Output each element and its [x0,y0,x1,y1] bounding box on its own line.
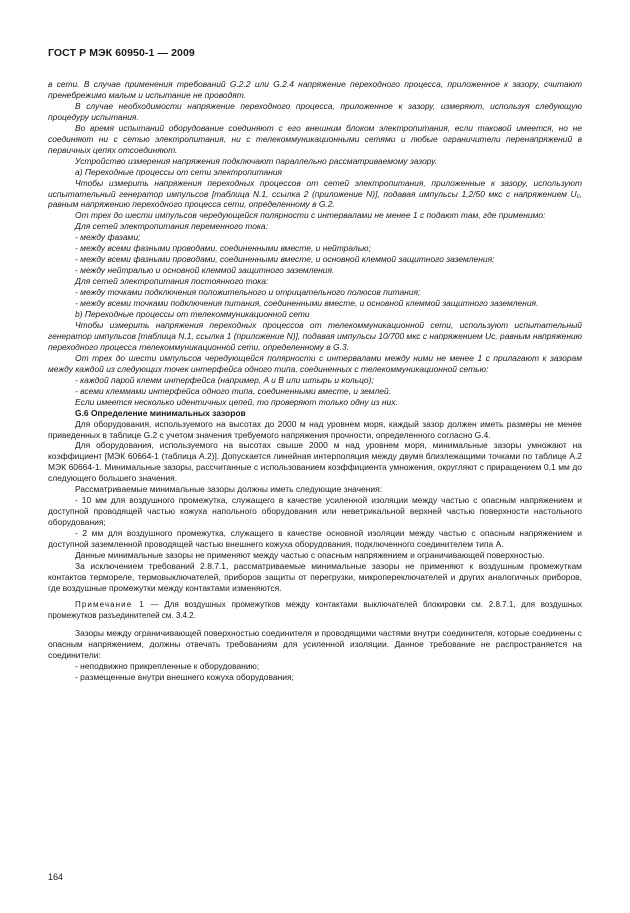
paragraph [48,210,582,221]
paragraph-text: Устройство измерения напряжения подключают параллельно рассматриваемому зазору. [75,155,438,166]
paragraph-text: От трех до шести импульсов чередующейся полярности с интервалами между ними не менее 1 с прилагают к зазорам между каждой из следующих точек интерфейса одного типа, соединенных с телекоммуникационной сетью: [48,352,582,374]
paragraph [48,561,582,594]
paragraph-text: - каждой парой клемм интерфейса (например, A и B или штырь и кольцо); [75,374,374,385]
paragraph-text: От трех до шести импульсов чередующейся полярности с интервалами не менее 1 с подают там, где применимо: [75,210,546,221]
paragraph [48,243,582,254]
paragraph-text: Если имеется несколько идентичных цепей, то проверяют только одну из них. [75,396,398,407]
paragraph [48,528,582,550]
paragraph-text: В случае необходимости напряжение переходного процесса, приложенное к зазору, измеряют, используя следующую процедуру испытания. [48,100,582,122]
paragraph [48,276,582,287]
paragraph [48,309,582,320]
paragraph-text: - всеми клеммами интерфейса одного типа, соединенными вместе, и землей. [75,385,391,396]
paragraph-text: - между всеми точками подключения питания, соединенными вместе, и основной клеммой защитного заземления. [75,298,539,309]
paragraph [48,661,582,672]
paragraph-text: - между нейтралью и основной клеммой защитного заземления. [75,265,335,276]
paragraph [48,550,582,561]
paragraph [48,440,582,484]
paragraph-text: Для сетей электропитания переменного тока: [75,221,268,232]
paragraph-text: Чтобы измерить напряжения переходных процессов от телекоммуникационной сети, используют испытательный генератор импульсов [таблица N.1, ссылка 1 (приложение N)], подавая импульсы 10/700 мкс с напряжением Uc, равным напряжению переходного процесса телекоммуникационной сети, определенному в G.3. [48,319,582,352]
paragraph-text: - 2 мм для воздушного промежутка, служащего в качестве основной изоляции между частью с опасным напряжением и доступной заземленной проводящей частью внешнего кожуха оборудования, подключенного соединителем типа A. [48,528,582,550]
paragraph [48,101,582,123]
paragraph [48,375,582,386]
paragraph-text: Для оборудования, используемого на высотах до 2000 м над уровнем моря, каждый зазор должен иметь размеры не менее приведенных в таблице G.2 с учетом значения требуемого напряжения прочности, определенного согласно G.4. [48,418,582,440]
paragraph-text: - между фазами; [75,232,141,243]
paragraph [48,353,582,375]
paragraph-text: Рассматриваемые минимальные зазоры должны иметь следующие значения: [75,484,383,495]
paragraph [48,167,582,178]
paragraph [48,397,582,408]
paragraph [48,320,582,353]
paragraph [48,265,582,276]
subscript: c [576,193,580,200]
paragraph-text: а) Переходные процессы от сети электропитания [75,166,283,177]
section-heading [48,408,582,419]
paragraph-text: Зазоры между ограничивающей поверхностью соединителя и проводящими частями внутри соединителя, которые соединены с опасным напряжением, должны отвечать требованиям для усиленной изоляции. Данное требование не распространяется на соединители: [48,627,582,660]
paragraph-text: в сети. В случае применения требований G.2.2 или G.2.4 напряжение переходного процесса, приложенное к зазору, считают пренебрежимо малым и испытание не проводят. [48,79,582,100]
paragraph-text: Данные минимальные зазоры не применяют между частью с опасным напряжением и ограничивающей поверхностью. [75,549,545,560]
paragraph-text: За исключением требований 2.8.7.1, рассматриваемые минимальные зазоры не применяют к воздушным промежуткам контактов термореле, термовыключателей, приборов защиты от перегрузки, микропереключателей и других аналогичных приборов, где воздушные промежутки между контактами изменяются. [48,560,582,593]
paragraph-text: - между точками подключения положительного и отрицательного полюсов питания; [75,287,421,298]
paragraph [48,287,582,298]
paragraph [48,628,582,661]
paragraph [48,178,582,211]
paragraph [48,232,582,243]
paragraph [48,156,582,167]
paragraph-text: - неподвижно прикрепленные к оборудованию; [75,660,260,671]
paragraph [48,79,582,101]
document-header: ГОСТ Р МЭК 60950-1 — 2009 [48,47,195,59]
paragraph-text: Для сетей электропитания постоянного тока: [75,276,269,287]
paragraph-text: - между всеми фазными проводами, соединенными вместе, и основной клеммой защитного заземления; [75,254,495,265]
paragraph [48,672,582,683]
paragraph-text: Для оборудования, используемого на высотах свыше 2000 м над уровнем моря, минимальные зазоры умножают на коэффициент [МЭК 60664-1 (таблица A.2)]. Допускается линейная интерполяция между двумя близлежащими точками по таблице A.2 МЭК 60664-1. Минимальные зазоры, рассчитанные с использованием коэффициента умножения, округляют с приращением 0,1 мм до следующего большего значения. [48,440,582,484]
paragraph [48,484,582,495]
page-number: 164 [48,872,64,882]
paragraph-text: Чтобы измерить напряжения переходных процессов от сетей электропитания, приложенные к зазору, используют испытательный генератор импульсов [таблица N.1, ссылка 2 (приложение N)], подавая импульсы 1,2/50 мкс с напряжением U [48,177,582,199]
paragraph-text-tail: , равным напряжению переходного процесса сети, определенному в G.2. [48,188,582,210]
section-heading-text: G.6 Определение минимальных зазоров [75,407,246,418]
paragraph-text: — Для воздушных промежутков между контактами выключателей блокировки см. 2.8.7.1, для воздушных промежутков разъединителей см. 3.4.2. [48,599,582,620]
paragraph [48,298,582,309]
note-label: Примечание 1 [75,599,145,609]
paragraph [48,123,582,156]
document-body [48,79,582,682]
paragraph [48,386,582,397]
paragraph [48,254,582,265]
paragraph-text: - между всеми фазными проводами, соединенными вместе, и нейтралью; [75,243,371,254]
note-paragraph [48,600,582,622]
paragraph-text: - размещенные внутри внешнего кожуха оборудования; [75,671,294,682]
paragraph-text: - 10 мм для воздушного промежутка, служащего в качестве усиленной изоляции между частью с опасным напряжением и доступной проводящей частью кожуха напольного оборудования или неветрикальной верхней частью поверхности настольного оборудования; [48,495,582,528]
paragraph [48,495,582,528]
paragraph [48,419,582,441]
paragraph-text: b) Переходные процессы от телекоммуникационной сети [75,309,310,320]
paragraph [48,221,582,232]
paragraph-text: Во время испытаний оборудование соединяют с его внешним блоком электропитания, если таковой имеется, но не соединяют ни с сетью электропитания, ни с телекоммуникационными сетями и любые ограничители перенапряжений в первичных цепях отсоединяют. [48,122,582,155]
